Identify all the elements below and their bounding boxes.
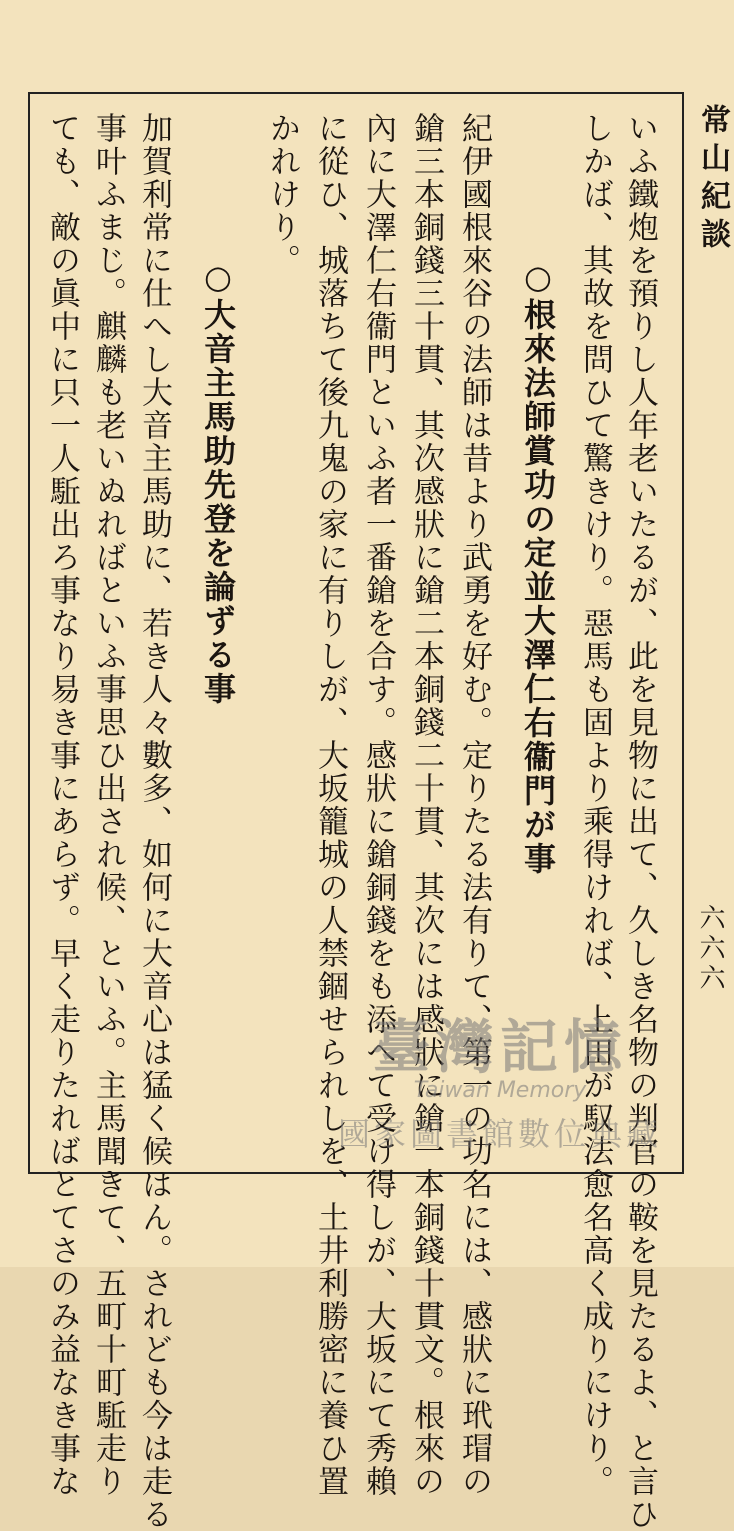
text-column-10: 加賀利常に仕へし大音主馬助に、若き人々數多、如何に大音心は猛く候はん。されども今は走る: [136, 112, 172, 1531]
text-column-4: 紀伊國根來谷の法師は昔より武勇を好む。定りたる法有りて、第一の功名には、感狀に玳瑁の: [456, 112, 492, 1498]
text-column-6: 內に大澤仁右衞門といふ者一番鎗を合す。感狀に鎗銅錢をも添へて受け得しが、大坂にて秀賴: [360, 112, 396, 1498]
section-heading-1: ○根來法師賞功の定並大澤仁右衞門が事: [519, 258, 557, 876]
watermark-subtitle: 國家圖書館數位典藏: [337, 1115, 662, 1153]
section-heading-2: ○大音主馬助先登を論ずる事: [199, 258, 237, 706]
text-column-1: いふ鐵炮を預りし人年老いたるが、此を見物に出て、久しき名物の判官の鞍を見たるよ、と言ひ: [622, 112, 658, 1531]
text-column-8: かれけり。: [264, 112, 300, 277]
text-column-12: ても、敵の眞中に只一人駈出ろ事なり易き事にあらず。早く走りたればとてさのみ益なき事な: [44, 112, 80, 1498]
library-watermark: [300, 1000, 700, 1155]
watermark-english: Taiwan Memory: [413, 1078, 587, 1103]
watermark-title: 臺灣記憶: [371, 1013, 628, 1081]
text-column-5: 鎗三本銅錢三十貫、其次感狀に鎗二本銅錢二十貫、其次には感狀に鎗一本銅錢十貫文。根來の: [408, 112, 444, 1498]
text-column-7: に從ひ、城落ちて後九鬼の家に有りしが、大坂籠城の人禁錮せられしを、土井利勝密に養ひ置: [312, 112, 348, 1498]
page-number: 六六六: [695, 904, 725, 994]
text-column-2: しかば、其故を問ひて驚きけり。惡馬も固より乘得ければ、上田が馭法愈名高く成りにけり。: [577, 112, 613, 1498]
text-column-11: 事叶ふまじ。麒麟も老いぬればといふ事思ひ出され候、といふ。主馬聞きて、五町十町駈走り: [90, 112, 126, 1498]
running-head: 常山紀談: [695, 104, 730, 256]
